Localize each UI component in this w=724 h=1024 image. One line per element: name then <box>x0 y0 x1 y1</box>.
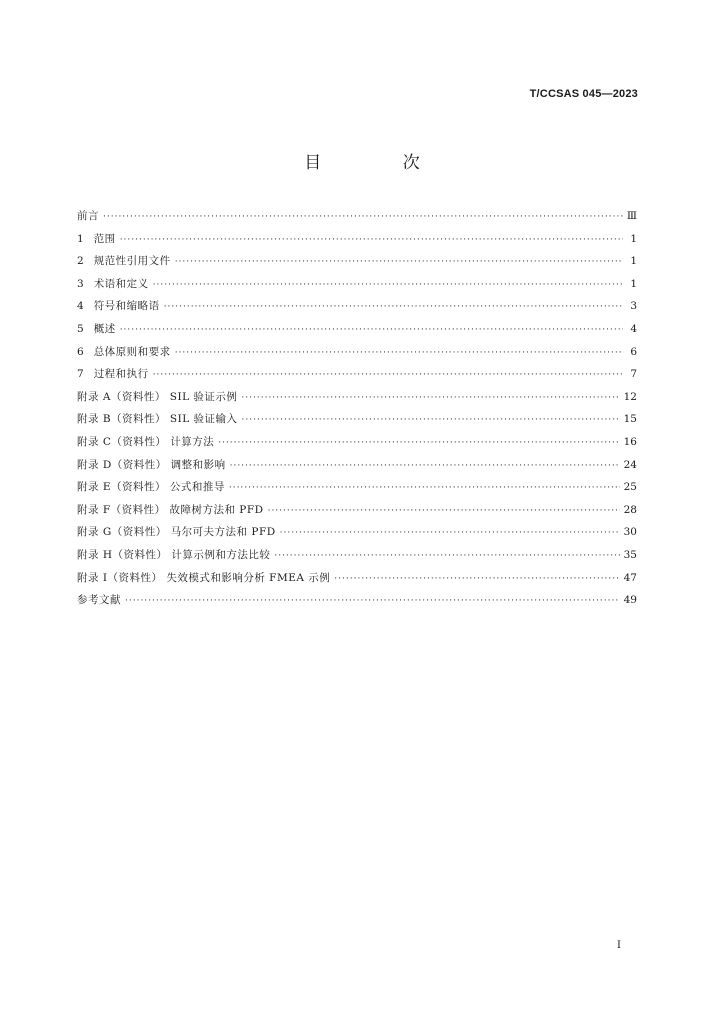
toc-entry-label: 附录 B（资料性） SIL 验证输入 <box>77 413 238 426</box>
toc-entry-label: 附录 F（资料性） 故障树方法和 PFD <box>77 503 264 516</box>
toc-leader-dots <box>153 363 623 387</box>
toc-leader-dots <box>164 295 623 319</box>
toc-entry-appendix-a[interactable] <box>77 386 637 409</box>
toc-entry-number: 1 <box>77 232 84 245</box>
toc-entry-label: 概述 <box>93 322 116 335</box>
toc-entry-references[interactable] <box>77 589 637 612</box>
toc-entry-page: 30 <box>623 526 637 539</box>
toc-entry-label: 附录 A（资料性） SIL 验证示例 <box>77 390 238 403</box>
toc-entry-2[interactable] <box>77 250 637 273</box>
toc-entry-page: 15 <box>623 413 637 426</box>
toc-leader-dots <box>175 250 623 274</box>
toc-leader-dots <box>120 228 623 252</box>
toc-entry-label: 附录 C（资料性） 计算方法 <box>77 435 215 448</box>
toc-entry-label: 范围 <box>93 232 116 245</box>
toc-leader-dots <box>125 589 620 613</box>
toc-entry-page: Ⅲ <box>626 210 637 222</box>
toc-leader-dots <box>229 476 620 500</box>
toc-entry-6[interactable] <box>77 341 637 364</box>
toc-entry-number: 7 <box>77 368 84 381</box>
toc-leader-dots <box>120 318 623 342</box>
toc-leader-dots <box>153 273 623 297</box>
toc-leader-dots <box>175 341 623 365</box>
toc-entry-1[interactable] <box>77 228 637 251</box>
toc-entry-page: 1 <box>630 232 637 245</box>
toc-entry-3[interactable] <box>77 273 637 296</box>
standard-number: T/CCSAS 045—2023 <box>529 88 638 100</box>
toc-entry-label: 附录 H（资料性） 计算示例和方法比较 <box>77 548 271 561</box>
toc-leader-dots <box>280 521 620 545</box>
toc-leader-dots <box>334 567 619 591</box>
table-of-contents <box>77 205 637 612</box>
toc-entry-preface[interactable] <box>77 205 637 228</box>
toc-entry-page: 28 <box>623 503 637 516</box>
toc-entry-page: 1 <box>630 255 637 268</box>
toc-entry-appendix-g[interactable] <box>77 521 637 544</box>
toc-entry-label: 附录 I（资料性） 失效模式和影响分析 FMEA 示例 <box>77 571 331 584</box>
toc-leader-dots <box>103 205 623 229</box>
toc-entry-label: 符号和缩略语 <box>93 300 160 313</box>
toc-entry-label: 参考文献 <box>77 594 121 607</box>
toc-entry-label: 规范性引用文件 <box>93 255 171 268</box>
toc-entry-number: 5 <box>77 322 84 335</box>
toc-leader-dots <box>242 408 620 432</box>
toc-leader-dots <box>230 454 620 478</box>
toc-entry-page: 12 <box>623 390 637 403</box>
toc-entry-number: 2 <box>77 255 84 268</box>
toc-entry-appendix-d[interactable] <box>77 454 637 477</box>
page-title: 目 次 <box>304 153 458 173</box>
toc-entry-label: 附录 E（资料性） 公式和推导 <box>77 481 225 494</box>
toc-entry-appendix-e[interactable] <box>77 476 637 499</box>
toc-entry-page: 35 <box>623 548 637 561</box>
toc-entry-page: 25 <box>623 481 637 494</box>
toc-entry-page: 3 <box>630 300 637 313</box>
toc-leader-dots <box>218 431 619 455</box>
toc-entry-page: 7 <box>630 368 637 381</box>
toc-entry-appendix-f[interactable] <box>77 499 637 522</box>
toc-entry-label: 总体原则和要求 <box>93 345 171 358</box>
toc-leader-dots <box>241 386 619 410</box>
toc-entry-appendix-b[interactable] <box>77 408 637 431</box>
toc-entry-5[interactable] <box>77 318 637 341</box>
toc-entry-label: 附录 G（资料性） 马尔可夫方法和 PFD <box>77 526 276 539</box>
toc-entry-page: 4 <box>630 322 637 335</box>
toc-entry-number: 6 <box>77 345 84 358</box>
toc-entry-label: 术语和定义 <box>93 277 149 290</box>
toc-entry-label: 前言 <box>77 210 99 222</box>
toc-leader-dots <box>268 499 620 523</box>
toc-entry-number: 4 <box>77 300 84 313</box>
toc-entry-page: 1 <box>630 277 637 290</box>
toc-entry-appendix-i[interactable] <box>77 567 637 590</box>
toc-entry-page: 16 <box>623 435 637 448</box>
toc-entry-page: 24 <box>623 458 637 471</box>
toc-entry-number: 3 <box>77 277 84 290</box>
toc-entry-4[interactable] <box>77 295 637 318</box>
toc-entry-page: 49 <box>623 594 637 607</box>
toc-entry-page: 47 <box>623 571 637 584</box>
footer-page-number: Ⅰ <box>617 940 621 951</box>
toc-entry-label: 过程和执行 <box>93 368 149 381</box>
toc-entry-page: 6 <box>630 345 637 358</box>
toc-entry-label: 附录 D（资料性） 调整和影响 <box>77 458 226 471</box>
toc-entry-appendix-c[interactable] <box>77 431 637 454</box>
toc-entry-appendix-h[interactable] <box>77 544 637 567</box>
toc-leader-dots <box>274 544 619 568</box>
toc-entry-7[interactable] <box>77 363 637 386</box>
